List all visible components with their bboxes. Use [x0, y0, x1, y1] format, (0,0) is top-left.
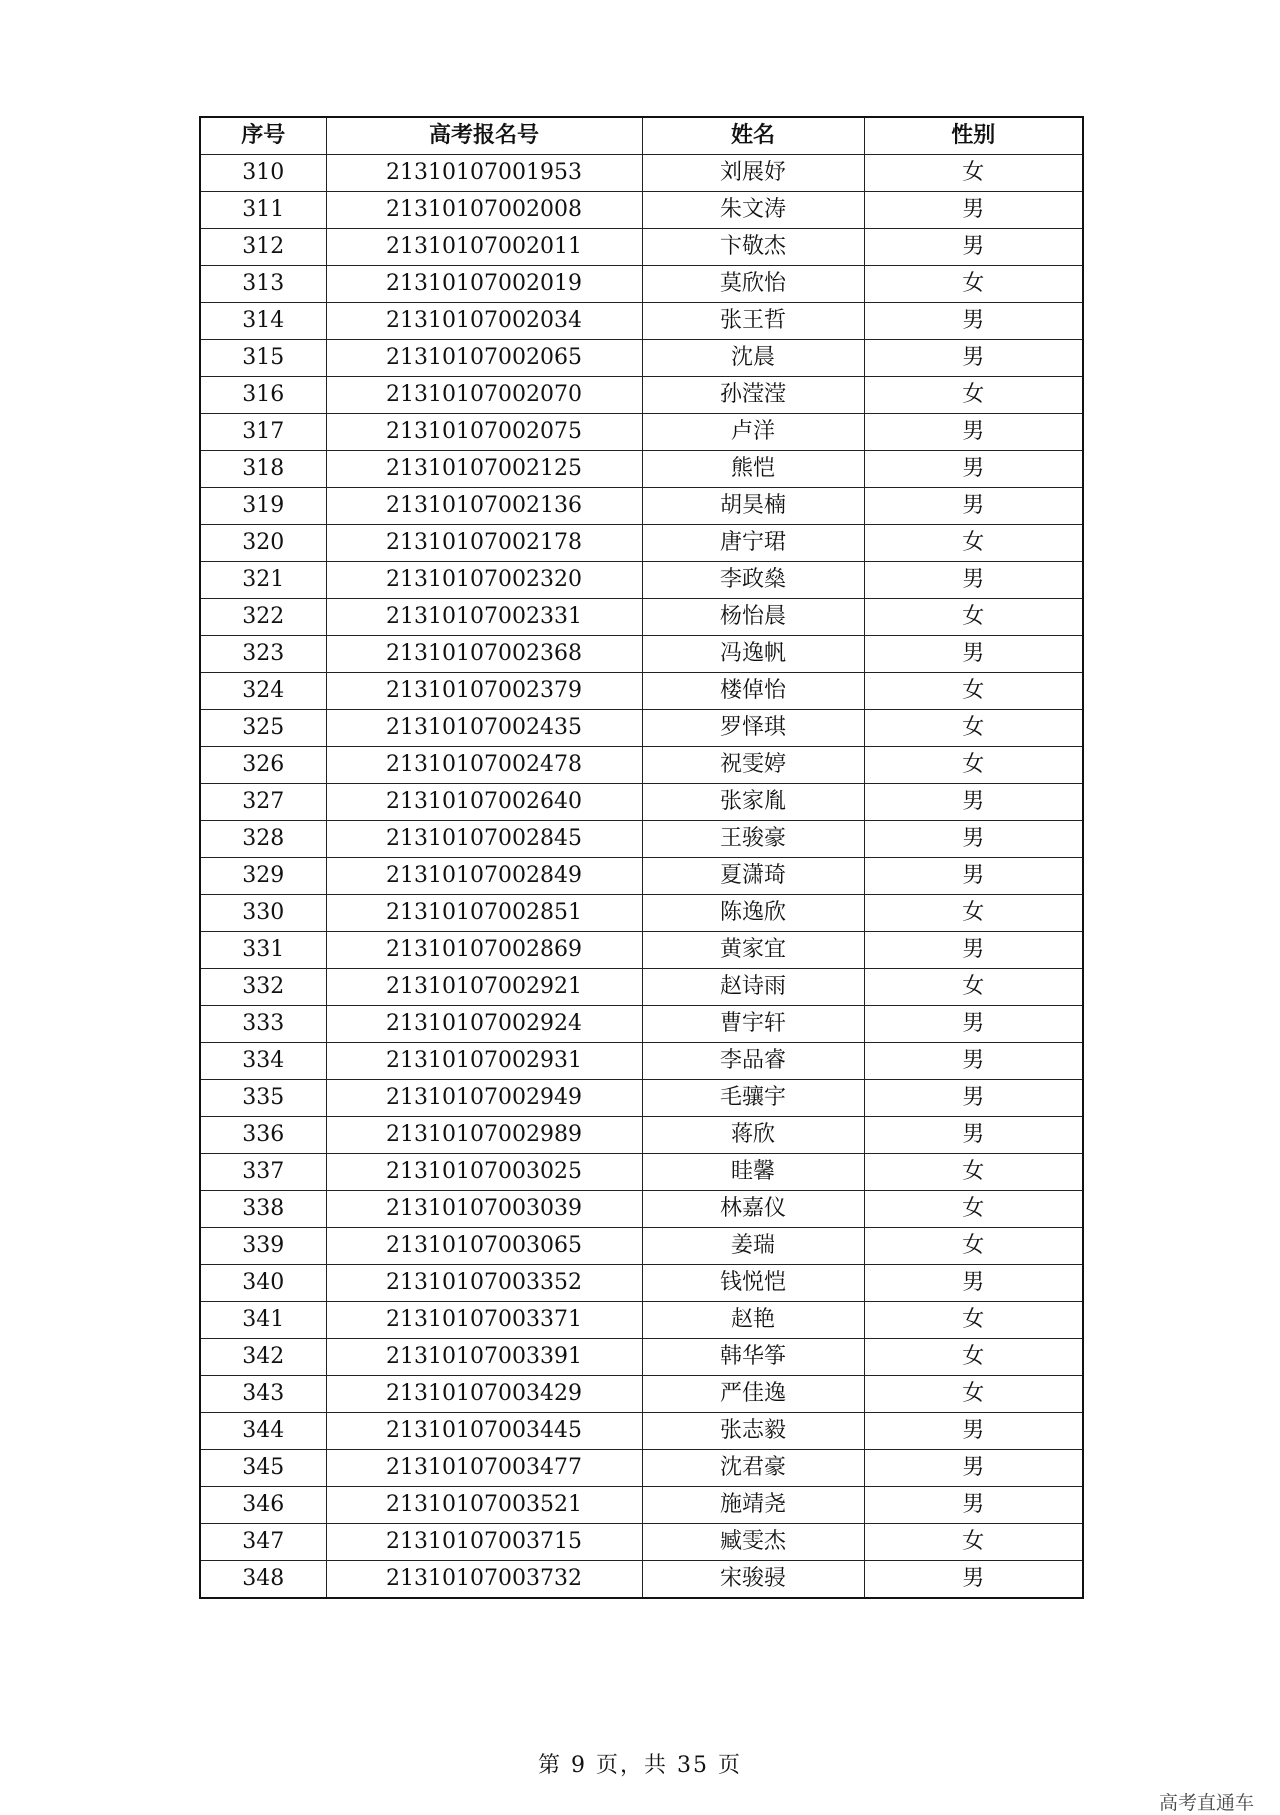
cell-seq: 310 [200, 155, 326, 192]
cell-gender: 女 [864, 1154, 1083, 1191]
header-seq: 序号 [200, 117, 326, 155]
cell-name: 施靖尧 [642, 1487, 864, 1524]
header-exam-id: 高考报名号 [326, 117, 642, 155]
cell-name: 毛骧宇 [642, 1080, 864, 1117]
cell-gender: 女 [864, 1228, 1083, 1265]
cell-seq: 345 [200, 1450, 326, 1487]
cell-exam-id: 21310107002931 [326, 1043, 642, 1080]
roster-table [199, 116, 1084, 1599]
cell-gender: 女 [864, 1339, 1083, 1376]
table-row [200, 784, 1083, 821]
cell-name: 张王哲 [642, 303, 864, 340]
cell-seq: 330 [200, 895, 326, 932]
cell-exam-id: 21310107002921 [326, 969, 642, 1006]
cell-name: 赵艳 [642, 1302, 864, 1339]
cell-seq: 323 [200, 636, 326, 673]
cell-gender: 男 [864, 858, 1083, 895]
cell-exam-id: 21310107002851 [326, 895, 642, 932]
cell-exam-id: 21310107002320 [326, 562, 642, 599]
cell-gender: 男 [864, 1487, 1083, 1524]
cell-gender: 男 [864, 636, 1083, 673]
cell-name: 韩华筝 [642, 1339, 864, 1376]
cell-exam-id: 21310107003715 [326, 1524, 642, 1561]
cell-exam-id: 21310107003477 [326, 1450, 642, 1487]
table-row [200, 932, 1083, 969]
cell-exam-id: 21310107003429 [326, 1376, 642, 1413]
table-row [200, 1413, 1083, 1450]
table-row [200, 266, 1083, 303]
table-row [200, 1191, 1083, 1228]
cell-gender: 男 [864, 488, 1083, 525]
table-row [200, 1561, 1083, 1599]
cell-name: 王骏豪 [642, 821, 864, 858]
cell-exam-id: 21310107002640 [326, 784, 642, 821]
cell-seq: 319 [200, 488, 326, 525]
cell-name: 卞敬杰 [642, 229, 864, 266]
cell-seq: 329 [200, 858, 326, 895]
cell-name: 卢洋 [642, 414, 864, 451]
cell-name: 罗怿琪 [642, 710, 864, 747]
cell-exam-id: 21310107003352 [326, 1265, 642, 1302]
cell-gender: 男 [864, 1117, 1083, 1154]
cell-gender: 女 [864, 599, 1083, 636]
cell-gender: 女 [864, 525, 1083, 562]
cell-seq: 312 [200, 229, 326, 266]
cell-exam-id: 21310107002136 [326, 488, 642, 525]
cell-name: 熊恺 [642, 451, 864, 488]
cell-exam-id: 21310107001953 [326, 155, 642, 192]
cell-name: 李政燊 [642, 562, 864, 599]
cell-name: 赵诗雨 [642, 969, 864, 1006]
cell-gender: 女 [864, 673, 1083, 710]
cell-gender: 男 [864, 1561, 1083, 1599]
cell-name: 杨怡晨 [642, 599, 864, 636]
cell-exam-id: 21310107002075 [326, 414, 642, 451]
cell-gender: 男 [864, 340, 1083, 377]
cell-gender: 男 [864, 1265, 1083, 1302]
cell-seq: 347 [200, 1524, 326, 1561]
cell-name: 曹宇轩 [642, 1006, 864, 1043]
cell-gender: 男 [864, 1450, 1083, 1487]
table-row [200, 710, 1083, 747]
table-row [200, 229, 1083, 266]
table-row [200, 895, 1083, 932]
table-row [200, 192, 1083, 229]
cell-gender: 女 [864, 710, 1083, 747]
cell-exam-id: 21310107002949 [326, 1080, 642, 1117]
cell-exam-id: 21310107002331 [326, 599, 642, 636]
cell-exam-id: 21310107003065 [326, 1228, 642, 1265]
table-row [200, 303, 1083, 340]
table-row [200, 1339, 1083, 1376]
table-row [200, 340, 1083, 377]
cell-name: 胡昊楠 [642, 488, 864, 525]
cell-gender: 男 [864, 1043, 1083, 1080]
table-row [200, 1487, 1083, 1524]
cell-exam-id: 21310107003391 [326, 1339, 642, 1376]
cell-name: 姜瑞 [642, 1228, 864, 1265]
cell-seq: 335 [200, 1080, 326, 1117]
cell-seq: 314 [200, 303, 326, 340]
cell-name: 张志毅 [642, 1413, 864, 1450]
cell-name: 蒋欣 [642, 1117, 864, 1154]
table-row [200, 1228, 1083, 1265]
cell-exam-id: 21310107003025 [326, 1154, 642, 1191]
cell-exam-id: 21310107002478 [326, 747, 642, 784]
cell-exam-id: 21310107002845 [326, 821, 642, 858]
table-row [200, 414, 1083, 451]
cell-name: 沈晨 [642, 340, 864, 377]
cell-name: 朱文涛 [642, 192, 864, 229]
table-row [200, 969, 1083, 1006]
cell-name: 严佳逸 [642, 1376, 864, 1413]
cell-gender: 女 [864, 155, 1083, 192]
table-row [200, 451, 1083, 488]
cell-exam-id: 21310107002379 [326, 673, 642, 710]
cell-gender: 男 [864, 784, 1083, 821]
table-row [200, 636, 1083, 673]
cell-seq: 348 [200, 1561, 326, 1599]
cell-seq: 317 [200, 414, 326, 451]
cell-gender: 女 [864, 747, 1083, 784]
table-row [200, 599, 1083, 636]
cell-name: 沈君豪 [642, 1450, 864, 1487]
cell-exam-id: 21310107002019 [326, 266, 642, 303]
cell-seq: 343 [200, 1376, 326, 1413]
cell-seq: 313 [200, 266, 326, 303]
cell-exam-id: 21310107002435 [326, 710, 642, 747]
header-name: 姓名 [642, 117, 864, 155]
cell-exam-id: 21310107002178 [326, 525, 642, 562]
cell-gender: 男 [864, 1080, 1083, 1117]
cell-seq: 315 [200, 340, 326, 377]
cell-gender: 男 [864, 932, 1083, 969]
table-row [200, 747, 1083, 784]
cell-exam-id: 21310107002869 [326, 932, 642, 969]
cell-name: 陈逸欣 [642, 895, 864, 932]
cell-gender: 男 [864, 229, 1083, 266]
cell-seq: 325 [200, 710, 326, 747]
table-row [200, 377, 1083, 414]
cell-gender: 女 [864, 895, 1083, 932]
cell-seq: 316 [200, 377, 326, 414]
cell-gender: 女 [864, 969, 1083, 1006]
cell-name: 眭馨 [642, 1154, 864, 1191]
cell-seq: 326 [200, 747, 326, 784]
cell-seq: 332 [200, 969, 326, 1006]
table-header-row [200, 117, 1083, 155]
cell-exam-id: 21310107002034 [326, 303, 642, 340]
cell-exam-id: 21310107002849 [326, 858, 642, 895]
cell-seq: 337 [200, 1154, 326, 1191]
table-row [200, 488, 1083, 525]
table-row [200, 1524, 1083, 1561]
cell-seq: 311 [200, 192, 326, 229]
table-row [200, 525, 1083, 562]
cell-name: 冯逸帆 [642, 636, 864, 673]
cell-gender: 男 [864, 414, 1083, 451]
cell-gender: 男 [864, 1413, 1083, 1450]
cell-exam-id: 21310107002924 [326, 1006, 642, 1043]
cell-exam-id: 21310107002989 [326, 1117, 642, 1154]
cell-seq: 322 [200, 599, 326, 636]
cell-gender: 男 [864, 562, 1083, 599]
cell-exam-id: 21310107003521 [326, 1487, 642, 1524]
cell-exam-id: 21310107002065 [326, 340, 642, 377]
cell-seq: 336 [200, 1117, 326, 1154]
cell-name: 张家胤 [642, 784, 864, 821]
watermark-text: 高考直通车 [1158, 1792, 1254, 1814]
cell-seq: 339 [200, 1228, 326, 1265]
cell-seq: 334 [200, 1043, 326, 1080]
table-row [200, 673, 1083, 710]
cell-seq: 327 [200, 784, 326, 821]
cell-exam-id: 21310107002008 [326, 192, 642, 229]
cell-seq: 331 [200, 932, 326, 969]
page-number: 第 9 页，共 35 页 [538, 1753, 742, 1778]
cell-seq: 341 [200, 1302, 326, 1339]
cell-seq: 342 [200, 1339, 326, 1376]
cell-name: 刘展妤 [642, 155, 864, 192]
cell-name: 唐宁珺 [642, 525, 864, 562]
cell-seq: 321 [200, 562, 326, 599]
table-row [200, 1265, 1083, 1302]
cell-gender: 男 [864, 451, 1083, 488]
cell-seq: 340 [200, 1265, 326, 1302]
cell-name: 林嘉仪 [642, 1191, 864, 1228]
table-row [200, 1080, 1083, 1117]
table-row [200, 1376, 1083, 1413]
header-gender: 性别 [864, 117, 1083, 155]
cell-gender: 女 [864, 266, 1083, 303]
cell-name: 李品睿 [642, 1043, 864, 1080]
cell-gender: 女 [864, 1302, 1083, 1339]
table-row [200, 562, 1083, 599]
cell-gender: 男 [864, 821, 1083, 858]
table-row [200, 1154, 1083, 1191]
cell-name: 臧雯杰 [642, 1524, 864, 1561]
cell-name: 莫欣怡 [642, 266, 864, 303]
cell-seq: 320 [200, 525, 326, 562]
cell-exam-id: 21310107002125 [326, 451, 642, 488]
cell-gender: 男 [864, 1006, 1083, 1043]
cell-name: 楼倬怡 [642, 673, 864, 710]
cell-gender: 女 [864, 1524, 1083, 1561]
table-row [200, 1450, 1083, 1487]
table-row [200, 858, 1083, 895]
table-row [200, 1043, 1083, 1080]
cell-exam-id: 21310107003445 [326, 1413, 642, 1450]
table-row [200, 821, 1083, 858]
cell-gender: 男 [864, 303, 1083, 340]
cell-seq: 333 [200, 1006, 326, 1043]
cell-exam-id: 21310107003371 [326, 1302, 642, 1339]
cell-exam-id: 21310107002011 [326, 229, 642, 266]
cell-name: 钱悦恺 [642, 1265, 864, 1302]
cell-seq: 328 [200, 821, 326, 858]
cell-gender: 男 [864, 192, 1083, 229]
cell-name: 祝雯婷 [642, 747, 864, 784]
cell-seq: 318 [200, 451, 326, 488]
cell-name: 宋骏骎 [642, 1561, 864, 1599]
cell-gender: 女 [864, 1376, 1083, 1413]
cell-seq: 344 [200, 1413, 326, 1450]
table-row [200, 155, 1083, 192]
table-row [200, 1302, 1083, 1339]
cell-seq: 324 [200, 673, 326, 710]
cell-gender: 女 [864, 377, 1083, 414]
cell-exam-id: 21310107003039 [326, 1191, 642, 1228]
cell-exam-id: 21310107002070 [326, 377, 642, 414]
table-row [200, 1117, 1083, 1154]
cell-gender: 女 [864, 1191, 1083, 1228]
cell-seq: 346 [200, 1487, 326, 1524]
cell-seq: 338 [200, 1191, 326, 1228]
cell-name: 夏潇琦 [642, 858, 864, 895]
cell-exam-id: 21310107003732 [326, 1561, 642, 1599]
cell-name: 黄家宜 [642, 932, 864, 969]
cell-name: 孙滢滢 [642, 377, 864, 414]
cell-exam-id: 21310107002368 [326, 636, 642, 673]
table-row [200, 1006, 1083, 1043]
